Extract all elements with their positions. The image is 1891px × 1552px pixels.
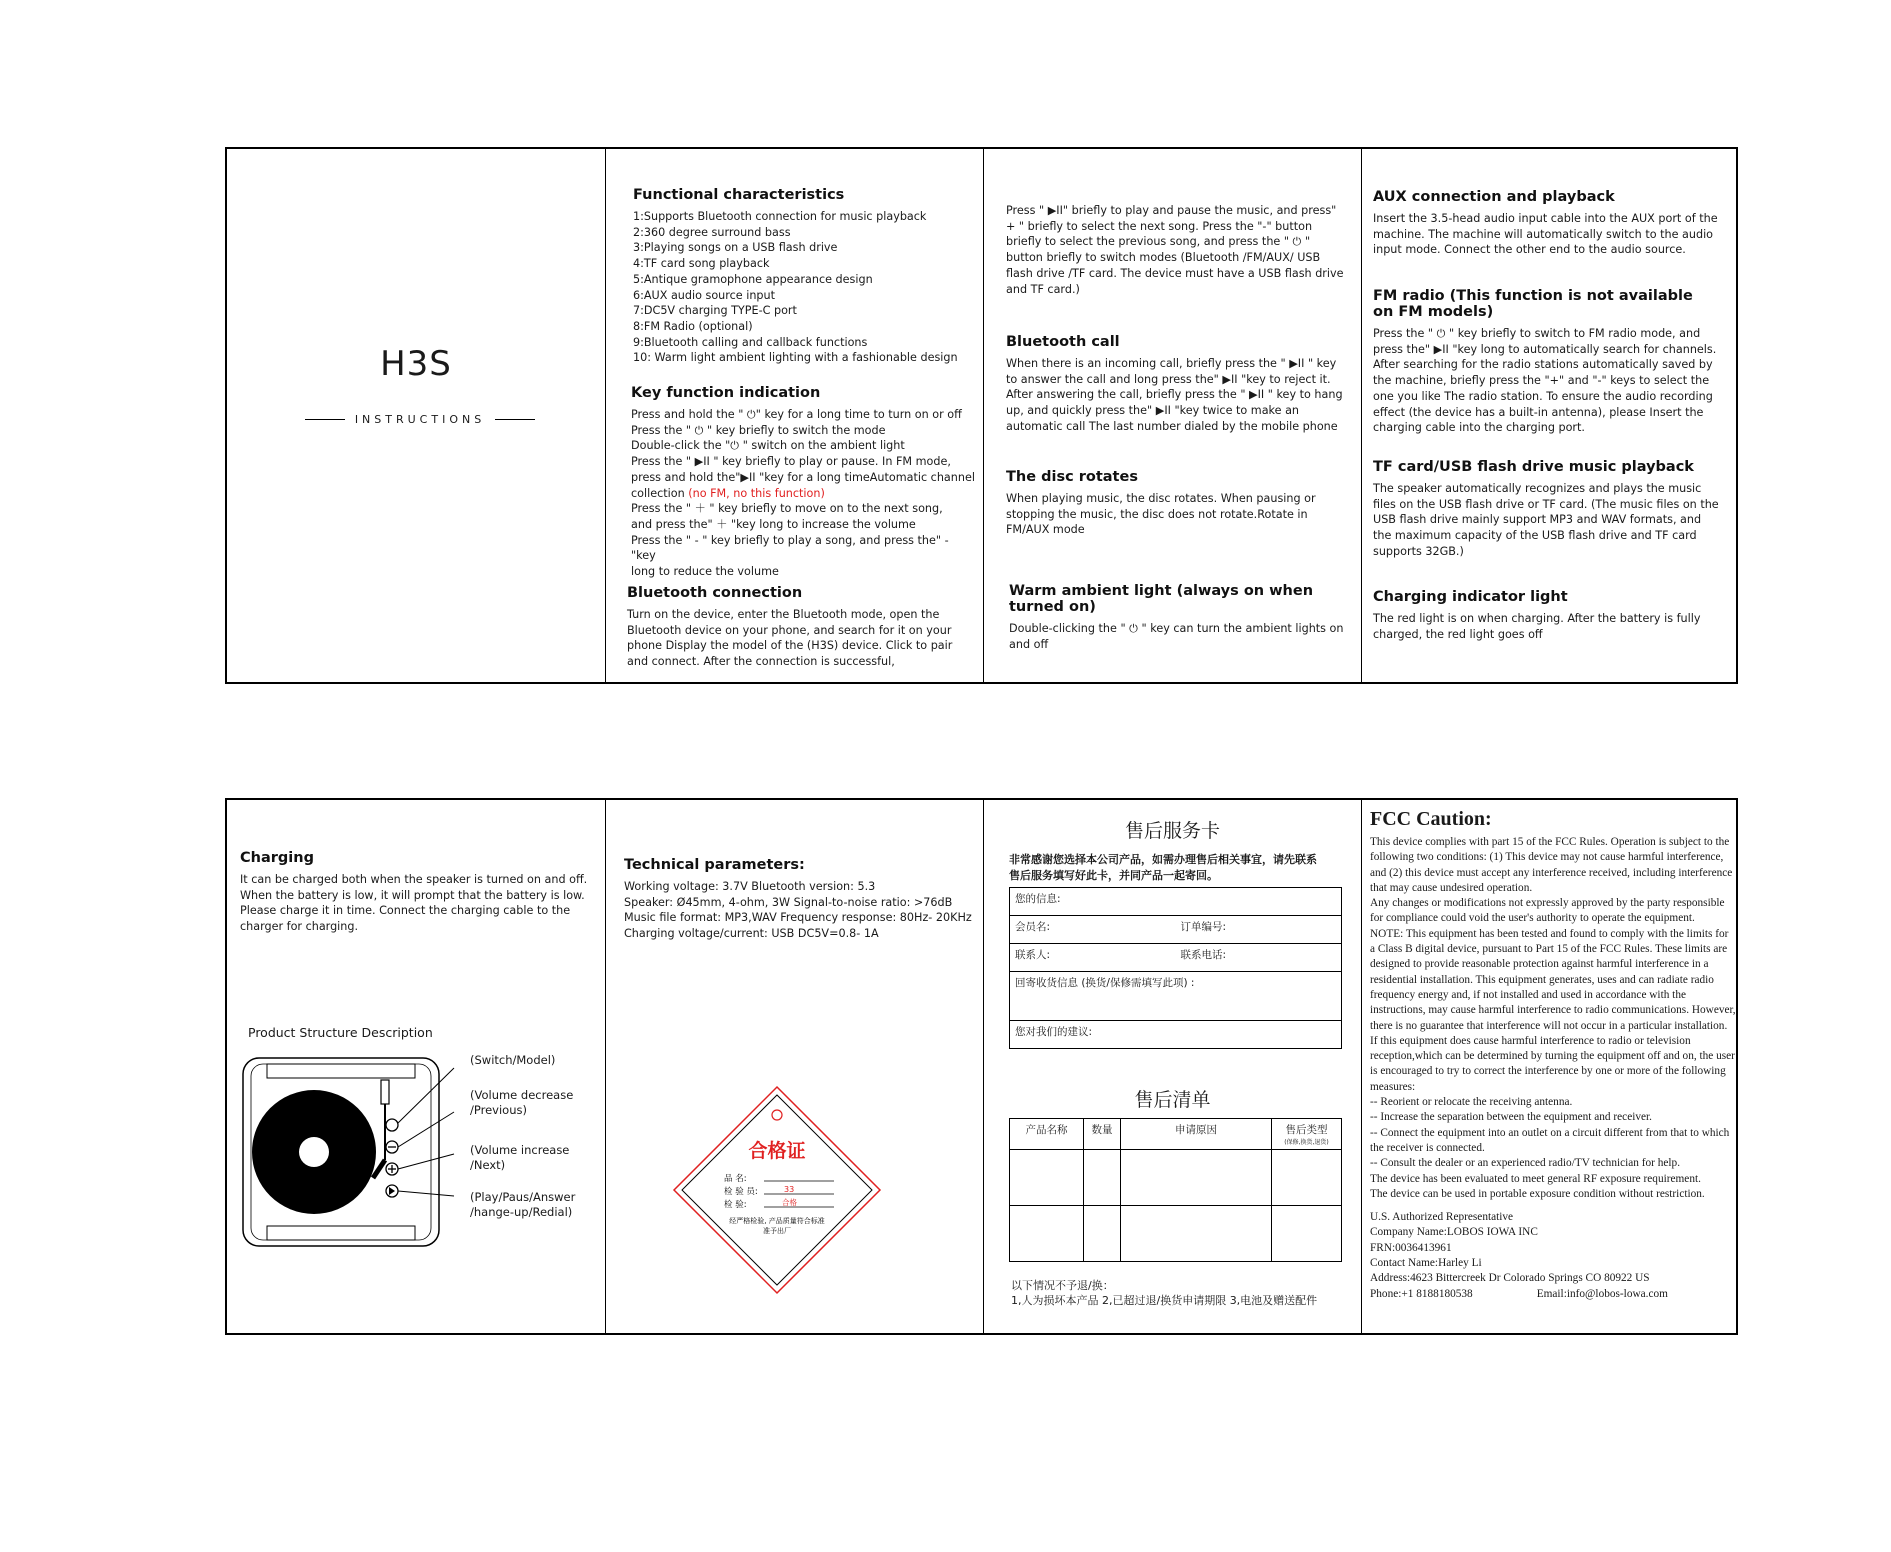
- fcc-measure-1: -- Reorient or relocate the receiving antenna.: [1370, 1096, 1573, 1109]
- fcc-para-3: NOTE: This equipment has been tested and found to comply with the limits for a Class B digital device, pursuant to Part 15 of the FCC Rules. These limits are designed to provide reasonable protection against harmful interference in a residential installation. This equipment generates, uses and can radiate radio frequency energy and, if not installed and used in accordance with the instructions, may cause harmful interference to radio communications. However, there is no guarantee that interference will not occur in a particular installation.: [1370, 927, 1736, 1032]
- label-volume-decrease: [470, 1088, 573, 1118]
- indicator-text: The red light is on when charging. After the battery is fully charged, the red light goes off: [1373, 612, 1701, 641]
- tech-panel: [606, 800, 984, 1333]
- cert-inspector-value: 33: [784, 1185, 795, 1194]
- service-card-intro: 非常感谢您选择本公司产品，如需办理售后相关事宜，请先联系售后服务填写好此卡，并同产品一起寄回。: [1009, 853, 1317, 882]
- service-card-panel: [984, 800, 1362, 1333]
- no-fm-note: (no FM, no this function): [688, 486, 825, 500]
- contact-phone-label: 联系电话:: [1176, 944, 1342, 972]
- label-volume-decrease-1: (Volume decrease: [470, 1088, 574, 1102]
- key-line-4: Press the " ▶II " key briefly to play or pause. In FM mode,: [631, 455, 951, 469]
- instructions-text: INSTRUCTIONS: [354, 413, 486, 426]
- bt-call-heading: Bluetooth call: [1006, 334, 1120, 350]
- disc-center-label: [299, 1137, 329, 1167]
- disc-text: When playing music, the disc rotates. When pausing or stopping the music, the disc does not rotate.Rotate in FM/AUX mode: [1006, 492, 1316, 537]
- functional-item: 8:FM Radio (optional): [633, 319, 753, 333]
- tf-heading: TF card/USB flash drive music playback: [1373, 459, 1694, 475]
- tech-line-4: Charging voltage/current: USB DC5V=0.8- 1A: [624, 927, 879, 941]
- label-play-pause-2: /hange-up/Redial): [470, 1205, 573, 1219]
- cert-footnote-1: 经严格检验, 产品质量符合标准: [729, 1217, 825, 1225]
- bluetooth-call-section: [1006, 334, 1346, 435]
- key-function-heading: Key function indication: [631, 385, 821, 401]
- col-product-name: 产品名称: [1010, 1119, 1084, 1150]
- fcc-para-2: Any changes or modifications not expressly approved by the party responsible for compliance could void the user's authority to operate the equipment.: [1370, 897, 1725, 925]
- exclusion-items: 1,人为损坏本产品 2,已超过退/换货申请期限 3,电池及赠送配件: [1011, 1294, 1318, 1307]
- modes-panel: [1362, 149, 1740, 682]
- divider-right: [495, 419, 535, 420]
- charging-panel: [227, 800, 606, 1333]
- key-line-10: long to reduce the volume: [631, 565, 779, 579]
- controls-panel: [984, 149, 1362, 682]
- order-number-label: 订单编号:: [1176, 916, 1342, 944]
- fm-heading-1: FM radio (This function is not available: [1373, 288, 1693, 304]
- top-grille: [267, 1064, 415, 1078]
- fm-text: Press the " ⏻ " key briefly to switch to FM radio mode, and press the" ▶II "key long to automatically search for channels. After searching for the radio stations automatically saved by the machine, briefly press the "+" and "-" keys to select the one you like The radio station. To ensure the audio recording effect (the device has a built-in antenna), please Insert the charging cable into the charging port.: [1373, 327, 1717, 435]
- power-button-icon: [386, 1119, 398, 1131]
- disc-section: [1006, 469, 1346, 538]
- tech-heading: Technical parameters:: [624, 857, 805, 873]
- functional-item: 6:AUX audio source input: [633, 288, 775, 302]
- instructions-sheet-back: [225, 798, 1738, 1335]
- tech-line-3: Music file format: MP3,WAV Frequency response: 80Hz- 20KHz: [624, 911, 972, 925]
- tech-section: [624, 857, 974, 942]
- col-quantity: 数量: [1084, 1119, 1121, 1150]
- fcc-section: [1370, 808, 1736, 1302]
- fm-heading-2: on FM models): [1373, 304, 1494, 320]
- suggestion-label: 您对我们的建议:: [1010, 1021, 1342, 1049]
- aux-heading: AUX connection and playback: [1373, 189, 1615, 205]
- your-info-label: 您的信息:: [1010, 888, 1342, 916]
- functional-heading: Functional characteristics: [633, 187, 845, 203]
- functional-item: 1:Supports Bluetooth connection for music playback: [633, 210, 927, 223]
- cert-footnote-2: 准予出厂: [763, 1227, 791, 1235]
- fcc-contact: Contact Name:Harley Li: [1370, 1257, 1482, 1270]
- cert-check-value: 合格: [782, 1198, 797, 1207]
- aux-section: [1373, 189, 1723, 258]
- fcc-measure-3: -- Connect the equipment into an outlet on a circuit different from that to which the receiver is connected.: [1370, 1126, 1730, 1154]
- key-line-1: Press and hold the " ⏻" key for a long time to turn on or off: [631, 408, 962, 421]
- charging-heading: Charging: [240, 850, 314, 866]
- indicator-heading: Charging indicator light: [1373, 589, 1568, 605]
- fcc-phone-email: [1370, 1287, 1736, 1302]
- contact-person-label: 联系人:: [1010, 944, 1176, 972]
- fcc-measure-2: -- Increase the separation between the equipment and receiver.: [1370, 1111, 1652, 1124]
- exclusion-note: [1011, 1278, 1317, 1308]
- service-card-form: [1009, 887, 1342, 1049]
- fcc-rep: U.S. Authorized Representative: [1370, 1211, 1514, 1224]
- functional-item: 3:Playing songs on a USB flash drive: [633, 241, 838, 255]
- service-card-title: 售后服务卡: [1124, 820, 1220, 842]
- fcc-para-4: If this equipment does cause harmful interference to radio or television reception,which can be determined by turning the equipment off and on, the user is encouraged to try to correct the interference by one or more of the following measures:: [1370, 1034, 1735, 1093]
- instructions-sheet-front: [225, 147, 1738, 684]
- label-volume-increase: [470, 1143, 569, 1173]
- label-volume-increase-1: (Volume increase: [470, 1143, 570, 1157]
- structure-heading: Product Structure Description: [248, 1025, 433, 1040]
- fcc-frn: FRN:0036413961: [1370, 1241, 1452, 1254]
- tf-section: [1373, 459, 1723, 560]
- certificate-outer-border: [674, 1087, 880, 1293]
- checklist-row: [1010, 1150, 1342, 1206]
- functional-item: 9:Bluetooth calling and callback functions: [633, 335, 868, 349]
- indicator-section: [1373, 589, 1723, 642]
- title-panel: [227, 149, 606, 682]
- cert-row-name: 品 名:: [724, 1174, 747, 1184]
- aux-text: Insert the 3.5-head audio input cable into the AUX port of the machine. The machine will automatically switch to the audio input mode. Connect the other end to the audio source.: [1373, 212, 1718, 257]
- tf-text: The speaker automatically recognizes and plays the music files on the USB flash drive or TF card. (The music files on the USB flash drive mainly support MP3 and WAV formats, and the maximum capacity of the USB flash drive and TF card supports 32GB.): [1373, 482, 1719, 558]
- bluetooth-connection-section: [627, 585, 972, 670]
- fcc-measure-4: -- Consult the dealer or an experienced radio/TV technician for help.: [1370, 1157, 1681, 1170]
- key-line-9: Press the " - " key briefly to play a song, and press the" - "key: [631, 533, 949, 563]
- fcc-phone: Phone:+1 8188180538: [1370, 1287, 1473, 1300]
- col-service-type-label: 售后类型: [1285, 1124, 1328, 1136]
- fcc-panel: [1362, 800, 1740, 1333]
- checklist-table: [1009, 1118, 1342, 1262]
- tech-line-2: Speaker: Ø45mm, 4-ohm, 3W Signal-to-noise ratio: >76dB: [624, 895, 953, 909]
- label-volume-increase-2: /Next): [470, 1158, 506, 1172]
- key-line-5: press and hold the"▶II "key for a long timeAutomatic channel: [631, 470, 975, 484]
- checklist-row: [1010, 1206, 1342, 1262]
- col-service-type-sub: (保修,换货,退货): [1284, 1139, 1329, 1146]
- key-line-8: and press the" ＋ "key long to increase the volume: [631, 517, 916, 531]
- charging-section: [240, 850, 595, 935]
- bt-connection-text: Turn on the device, enter the Bluetooth mode, open the Bluetooth device on your phone, and search for it on your phone Display the model of the (H3S) device. Click to pair and connect. After the connection is successful,: [627, 608, 953, 669]
- return-address-label: 回寄收货信息 (换货/保修需填写此项) :: [1010, 972, 1342, 1021]
- fcc-para-1: This device complies with part 15 of the FCC Rules. Operation is subject to the following two conditions: (1) This device may not cause harmful interference, and (2) this device must accept any interference received, including interference that may cause undesired operation.: [1370, 836, 1733, 894]
- fm-section: [1373, 288, 1723, 436]
- divider-left: [305, 419, 345, 420]
- key-line-6: [631, 486, 976, 502]
- label-volume-decrease-2: /Previous): [470, 1103, 527, 1117]
- instructions-label: [305, 413, 535, 426]
- functional-item: 4:TF card song playback: [633, 257, 770, 271]
- col-reason: 申请原因: [1121, 1119, 1272, 1150]
- fcc-address: Address:4623 Bittercreek Dr Colorado Springs CO 80922 US: [1370, 1272, 1650, 1285]
- certificate-inner-border: [682, 1095, 872, 1285]
- playback-text: Press " ▶II" briefly to play and pause the music, and press" + " briefly to select the next song. Press the "-" button briefly to select the previous song, and press the " ⏻ " button briefly to switch modes (Bluetooth /FM/AUX/ USB flash drive /TF card. The device must have a USB flash drive and TF card.): [1006, 204, 1344, 296]
- fcc-company: Company Name:LOBOS IOWA INC: [1370, 1226, 1538, 1239]
- disc-heading: The disc rotates: [1006, 469, 1138, 485]
- key-function-section: [631, 385, 976, 580]
- label-play-pause: [470, 1190, 575, 1220]
- fcc-para-5: The device has been evaluated to meet general RF exposure requirement.: [1370, 1172, 1701, 1185]
- tech-line-1: Working voltage: 3.7V Bluetooth version: 5.3: [624, 880, 876, 893]
- cert-row-check: 检 验:: [724, 1200, 747, 1210]
- functional-item: 5:Antique gramophone appearance design: [633, 272, 873, 286]
- warm-light-text: Double-clicking the " ⏻ " key can turn the ambient lights on and off: [1009, 622, 1344, 651]
- fcc-para-6: The device can be used in portable exposure condition without restriction.: [1370, 1187, 1705, 1200]
- key-line-6-text: collection: [631, 486, 689, 500]
- product-model-title: H3S: [380, 344, 452, 384]
- key-line-2: Press the " ⏻ " key briefly to switch the mode: [631, 423, 886, 437]
- cert-row-inspector: 检 验 员:: [724, 1187, 758, 1197]
- label-play-pause-1: (Play/Paus/Answer: [470, 1190, 576, 1204]
- charging-text: It can be charged both when the speaker is turned on and off. When the battery is low, it will prompt that the battery is low. Please charge it in time. Connect the charging cable to the charger for charging.: [240, 873, 588, 934]
- tag-hole-icon: [772, 1110, 782, 1120]
- key-line-7: Press the " ＋ " key briefly to move on to the next song,: [631, 502, 943, 516]
- certificate-title: 合格证: [748, 1140, 806, 1162]
- bt-connection-heading: Bluetooth connection: [627, 585, 803, 601]
- warm-light-heading: Warm ambient light (always on when turned on): [1009, 583, 1314, 615]
- functional-item: 7:DC5V charging TYPE-C port: [633, 304, 797, 318]
- functional-section: [633, 187, 973, 366]
- bt-call-text: When there is an incoming call, briefly press the " ▶II " key to answer the call and long press the" ▶II "key to reject it. After answering the call, briefly press the " ▶II " key to hang up, and quickly press the" ▶II "key twice to make an automatic call The last number dialed by the mobile phone: [1006, 357, 1343, 433]
- functional-item: 2:360 degree surround bass: [633, 225, 791, 239]
- functional-item: 10: Warm light ambient lighting with a fashionable design: [633, 351, 958, 365]
- fcc-heading: FCC Caution:: [1370, 808, 1492, 830]
- tonearm-pivot: [381, 1080, 389, 1104]
- warm-light-section: [1009, 583, 1349, 652]
- qc-certificate-tag: [672, 1085, 882, 1295]
- label-switch-model: (Switch/Model): [470, 1053, 556, 1067]
- key-line-3: Double-click the "⏻ " switch on the ambient light: [631, 439, 905, 453]
- checklist-title: 售后清单: [1134, 1089, 1211, 1111]
- playback-section: [1006, 203, 1346, 297]
- exclusion-title: 以下情况不予退/换：: [1011, 1279, 1114, 1292]
- bottom-grille: [267, 1226, 415, 1240]
- fcc-email: Email:info@lobos-lowa.com: [1536, 1287, 1668, 1300]
- functional-list: [633, 209, 973, 366]
- col-service-type: [1272, 1119, 1342, 1150]
- member-name-label: 会员名:: [1010, 916, 1176, 944]
- features-panel: [606, 149, 984, 682]
